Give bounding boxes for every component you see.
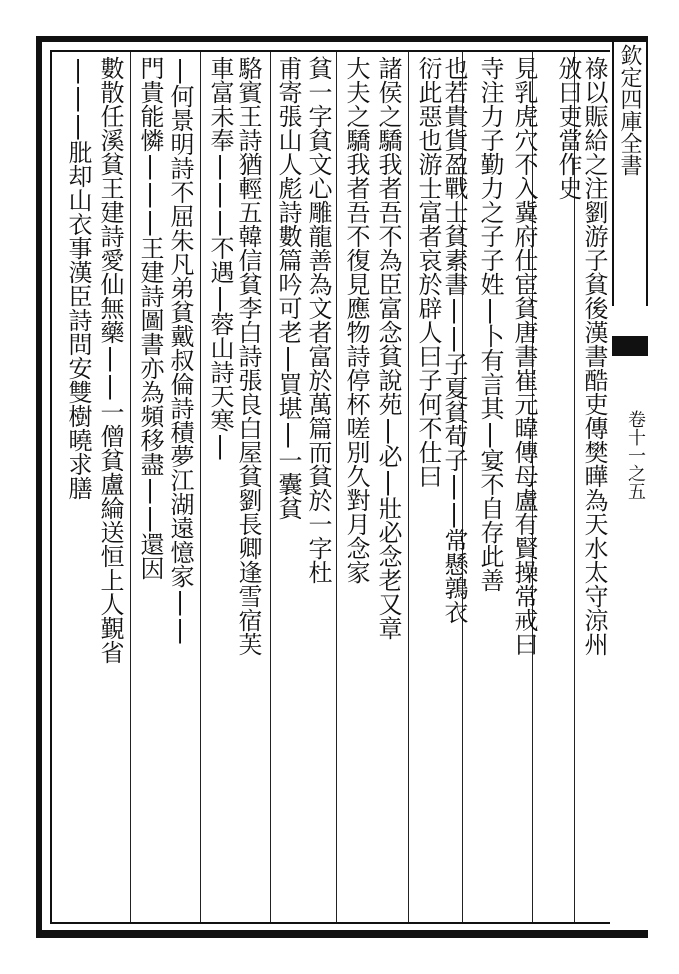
text-column-14: 門貴能憐|||王建詩圖書亦為頻移盡||還因 xyxy=(136,56,164,580)
column-rule xyxy=(270,52,271,922)
text-column-16: |||肶却山衣事漢臣詩問安雙樹曉求膳 xyxy=(64,56,92,500)
text-column-2: 攽曰吏當作史 xyxy=(554,56,582,200)
column-rule xyxy=(408,52,409,922)
text-column-8: 大夫之驕我者吾不復見應物詩停杯嗟別久對月念家 xyxy=(342,56,370,584)
text-column-6: 衍此惡也游士富者哀於辟人曰子何不仕曰 xyxy=(414,56,442,488)
bottom-rule xyxy=(36,932,648,938)
text-column-4: 寺注力子勤力之子子姓|卜有言其|宴不自存此善 xyxy=(476,56,504,592)
text-column-3: 見乳虎穴不入冀府仕宦貧唐書崔元暐傳母盧有賢操常戒曰 xyxy=(510,56,538,656)
text-column-15: 數散任溪貧王建詩愛仙無藥||一僧貧盧綸送恒上人覲省 xyxy=(96,56,124,664)
text-column-11: 駱賓王詩猶輕五韓信貧李白詩張良白屋貧劉長卿逢雪宿芙 xyxy=(234,56,262,656)
column-rule xyxy=(130,52,131,922)
volume-note: 卷十一之五 xyxy=(625,410,646,500)
text-column-5: 也若貴貨盈戰士貧素書||子夏貧荀子||常懸鶉衣 xyxy=(440,56,468,624)
column-rule xyxy=(336,52,337,922)
text-column-13: |何景明詩不屈朱凡弟貧戴叔倫詩積夢江湖遠憶家|| xyxy=(166,56,194,644)
text-column-12: 車富未奉|||不遇|蓉山詩天寒| xyxy=(206,56,234,460)
text-column-7: 諸侯之驕我者吾不為臣富念貧說苑|必|壯必念老又章 xyxy=(374,56,402,640)
book-title: 欽定四庫全書 xyxy=(617,44,642,176)
text-column-9: 貧一字貧文心雕龍善為文者富於萬篇而貧於一字杜 xyxy=(304,56,332,584)
text-column-1: 祿以賑給之注劉游子貧後漢書酷吏傳樊曄為天水太守涼州 xyxy=(580,56,608,656)
text-column-10: 甫寄張山人彪詩數篇吟可老|買堪|一囊貧 xyxy=(274,56,302,520)
column-rule xyxy=(200,52,201,922)
fish-tail-mark xyxy=(612,336,648,356)
